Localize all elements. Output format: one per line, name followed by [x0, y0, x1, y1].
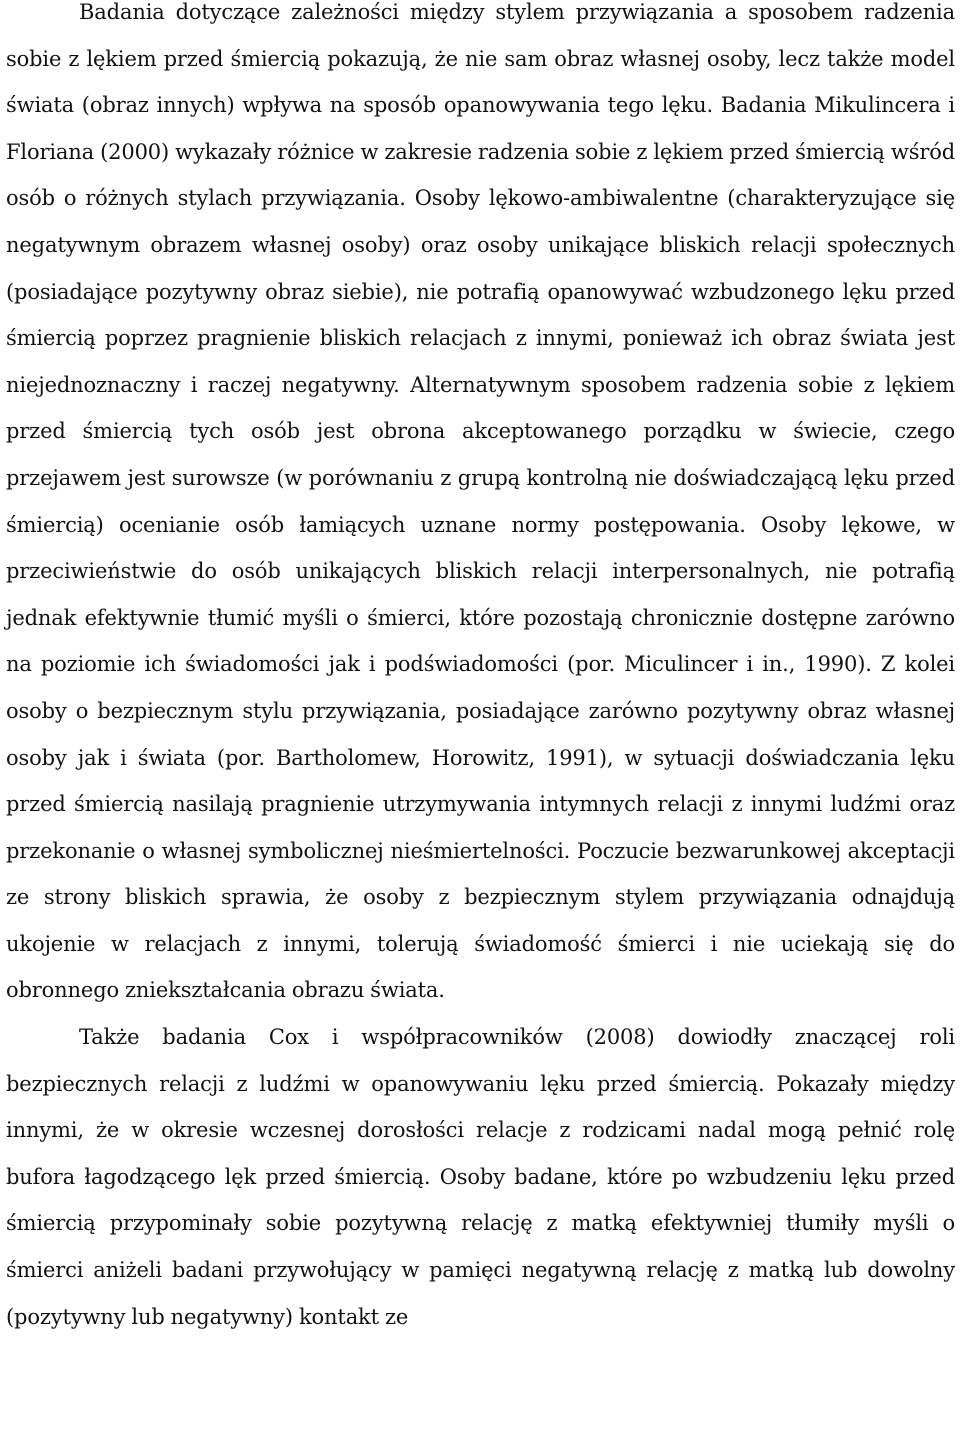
paragraph-attachment-styles: Badania dotyczące zależności między stylem przywiązania a sposobem radzenia sobie z lękiem przed śmiercią pokazują, że nie sam obraz własnej osoby, lecz także model świata (obraz innych) wpływa na sposób opanowywania tego lęku. Badania Mikulincera i Floriana (2000) wykazały różnice w zakresie radzenia sobie z lękiem przed śmiercią wśród osób o różnych stylach przywiązania. Osoby lękowo-ambiwalentne (charakteryzujące się negatywnym obrazem własnej osoby) oraz osoby unikające bliskich relacji społecznych (posiadające pozytywny obraz siebie), nie potrafią opanowywać wzbudzonego lęku przed śmiercią poprzez pragnienie bliskich relacjach z innymi, ponieważ ich obraz świata jest niejednoznaczny i raczej negatywny. Alternatywnym sposobem radzenia sobie z lękiem przed śmiercią tych osób jest obrona akceptowanego porządku w świecie, czego przejawem jest surowsze (w porównaniu z grupą kontrolną nie doświadczającą lęku przed śmiercią) ocenianie osób łamiących uznane normy postępowania. Osoby lękowe, w przeciwieństwie do osób unikających bliskich relacji interpersonalnych, nie potrafią jednak efektywnie tłumić myśli o śmierci, które pozostają chronicznie dostępne zarówno na poziomie ich świadomości jak i podświadomości (por. Miculincer i in., 1990). Z kolei osoby o bezpiecznym stylu przywiązania, posiadające zarówno pozytywny obraz własnej osoby jak i świata (por. Bartholomew, Horowitz, 1991), w sytuacji doświadczania lęku przed śmiercią nasilają pragnienie utrzymywania intymnych relacji z innymi ludźmi oraz przekonanie o własnej symbolicznej nieśmiertelności. Poczucie bezwarunkowej akceptacji ze strony bliskich sprawia, że osoby z bezpiecznym stylem przywiązania odnajdują ukojenie w relacjach z innymi, tolerują świadomość śmierci i nie uciekają się do obronnego zniekształcania obrazu świata. [6, 0, 955, 1003]
document-page [6, 0, 955, 1340]
paragraph-cox-study: Także badania Cox i współpracowników (2008) dowiodły znaczącej roli bezpiecznych relacji z ludźmi w opanowywaniu lęku przed śmiercią. Pokazały między innymi, że w okresie wczesnej dorosłości relacje z rodzicami nadal mogą pełnić rolę bufora łagodzącego lęk przed śmiercią. Osoby badane, które po wzbudzeniu lęku przed śmiercią przypominały sobie pozytywną relację z matką efektywniej tłumiły myśli o śmierci aniżeli badani przywołujący w pamięci negatywną relację z matką lub dowolny (pozytywny lub negatywny) kontakt ze [6, 1025, 955, 1329]
